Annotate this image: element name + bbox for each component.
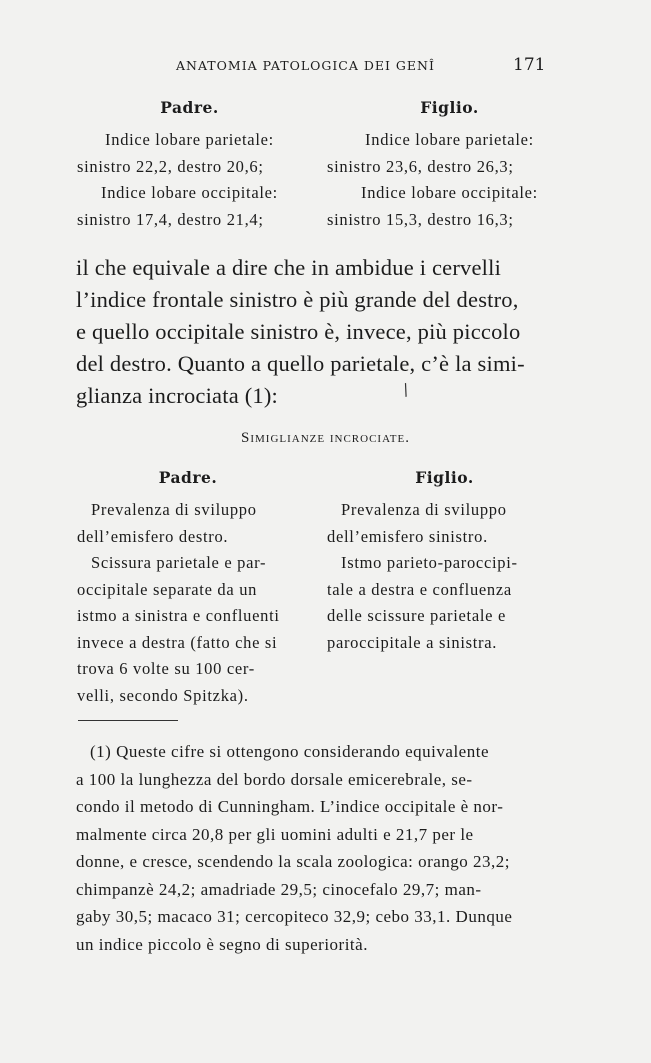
section-title: Simiglianze incrociate.: [241, 430, 410, 446]
table2-left-line: Prevalenza di sviluppo: [91, 500, 257, 519]
table1-right-heading: Figlio.: [420, 98, 479, 117]
table1-right-line: sinistro 15,3, destro 16,3;: [327, 209, 514, 229]
table1-right-column: [327, 98, 572, 233]
table2-left-line: istmo a sinistra e confluenti: [77, 606, 280, 625]
footnote-line: donne, e cresce, scendendo la scala zoologica: orango 23,2;: [76, 852, 511, 871]
table2-left-line: invece a destra (fatto che si: [77, 632, 278, 652]
body-paragraph: [76, 252, 558, 412]
table2-right-line: paroccipitale a sinistra.: [327, 632, 498, 652]
table2-right-column: [327, 468, 562, 656]
table2-right-heading: Figlio.: [415, 468, 474, 487]
table2-left-line: Scissura parietale e par-: [91, 553, 267, 572]
table1-right-line: Indice lobare parietale:: [365, 130, 534, 149]
footnote-line: chimpanzè 24,2; amadriade 29,5; cinocefalo 29,7; man-: [76, 879, 482, 899]
footnote-line: condo il metodo di Cunningham. L’indice occipitale è nor-: [76, 797, 504, 816]
running-title: ANATOMIA PATOLOGICA DEI GENÎ: [176, 58, 435, 73]
table1-left-heading: Padre.: [160, 98, 219, 117]
footnote-line: a 100 la lunghezza del bordo dorsale emicerebrale, se-: [76, 769, 473, 789]
table2-right-line: Prevalenza di sviluppo: [341, 500, 507, 519]
table1-left-column: [77, 98, 302, 233]
footnote-line: gaby 30,5; macaco 31; cercopiteco 32,9; cebo 33,1. Dunque: [76, 907, 513, 926]
table2-left-column: [77, 468, 299, 709]
footnote-line: un indice piccolo è segno di superiorità.: [76, 934, 368, 954]
table1-left-line: sinistro 17,4, destro 21,4;: [77, 209, 264, 229]
footnote-line: malmente circa 20,8 per gli uomini adulti e 21,7 per le: [76, 824, 474, 844]
table2-left-line: trova 6 volte su 100 cer-: [77, 659, 255, 678]
body-line: il che equivale a dire che in ambidue i cervelli: [76, 255, 502, 280]
table2-right-line: tale a destra e confluenza: [327, 579, 512, 599]
pencil-mark-icon: /: [399, 379, 412, 400]
body-line: e quello occipitale sinistro è, invece, più piccolo: [76, 319, 521, 344]
body-line: l’indice frontale sinistro è più grande del destro,: [76, 287, 519, 312]
body-line: glianza incrociata (1):: [76, 383, 278, 408]
table2-right-line: delle scissure parietale e: [327, 606, 506, 625]
table2-right-line: Istmo parieto-paroccipi-: [341, 553, 518, 572]
table1-right-line: Indice lobare occipitale:: [361, 183, 538, 202]
table1-left-line: Indice lobare parietale:: [105, 130, 274, 149]
table2-right-line: dell’emisfero sinistro.: [327, 526, 488, 546]
table1-left-line: sinistro 22,2, destro 20,6;: [77, 156, 264, 176]
footnote-line: (1) Queste cifre si ottengono considerando equivalente: [90, 742, 489, 761]
footnote-divider: [78, 720, 178, 721]
body-line: del destro. Quanto a quello parietale, c’è la simi-: [76, 351, 525, 376]
table1-right-line: sinistro 23,6, destro 26,3;: [327, 156, 514, 176]
table2-left-line: occipitale separate da un: [77, 579, 258, 599]
page-number: 171: [513, 55, 546, 75]
table1-left-line: Indice lobare occipitale:: [101, 183, 278, 202]
table2-left-line: velli, secondo Spitzka).: [77, 685, 249, 705]
table2-left-line: dell’emisfero destro.: [77, 526, 229, 546]
footnote: [76, 738, 560, 958]
table2-left-heading: Padre.: [158, 468, 218, 487]
